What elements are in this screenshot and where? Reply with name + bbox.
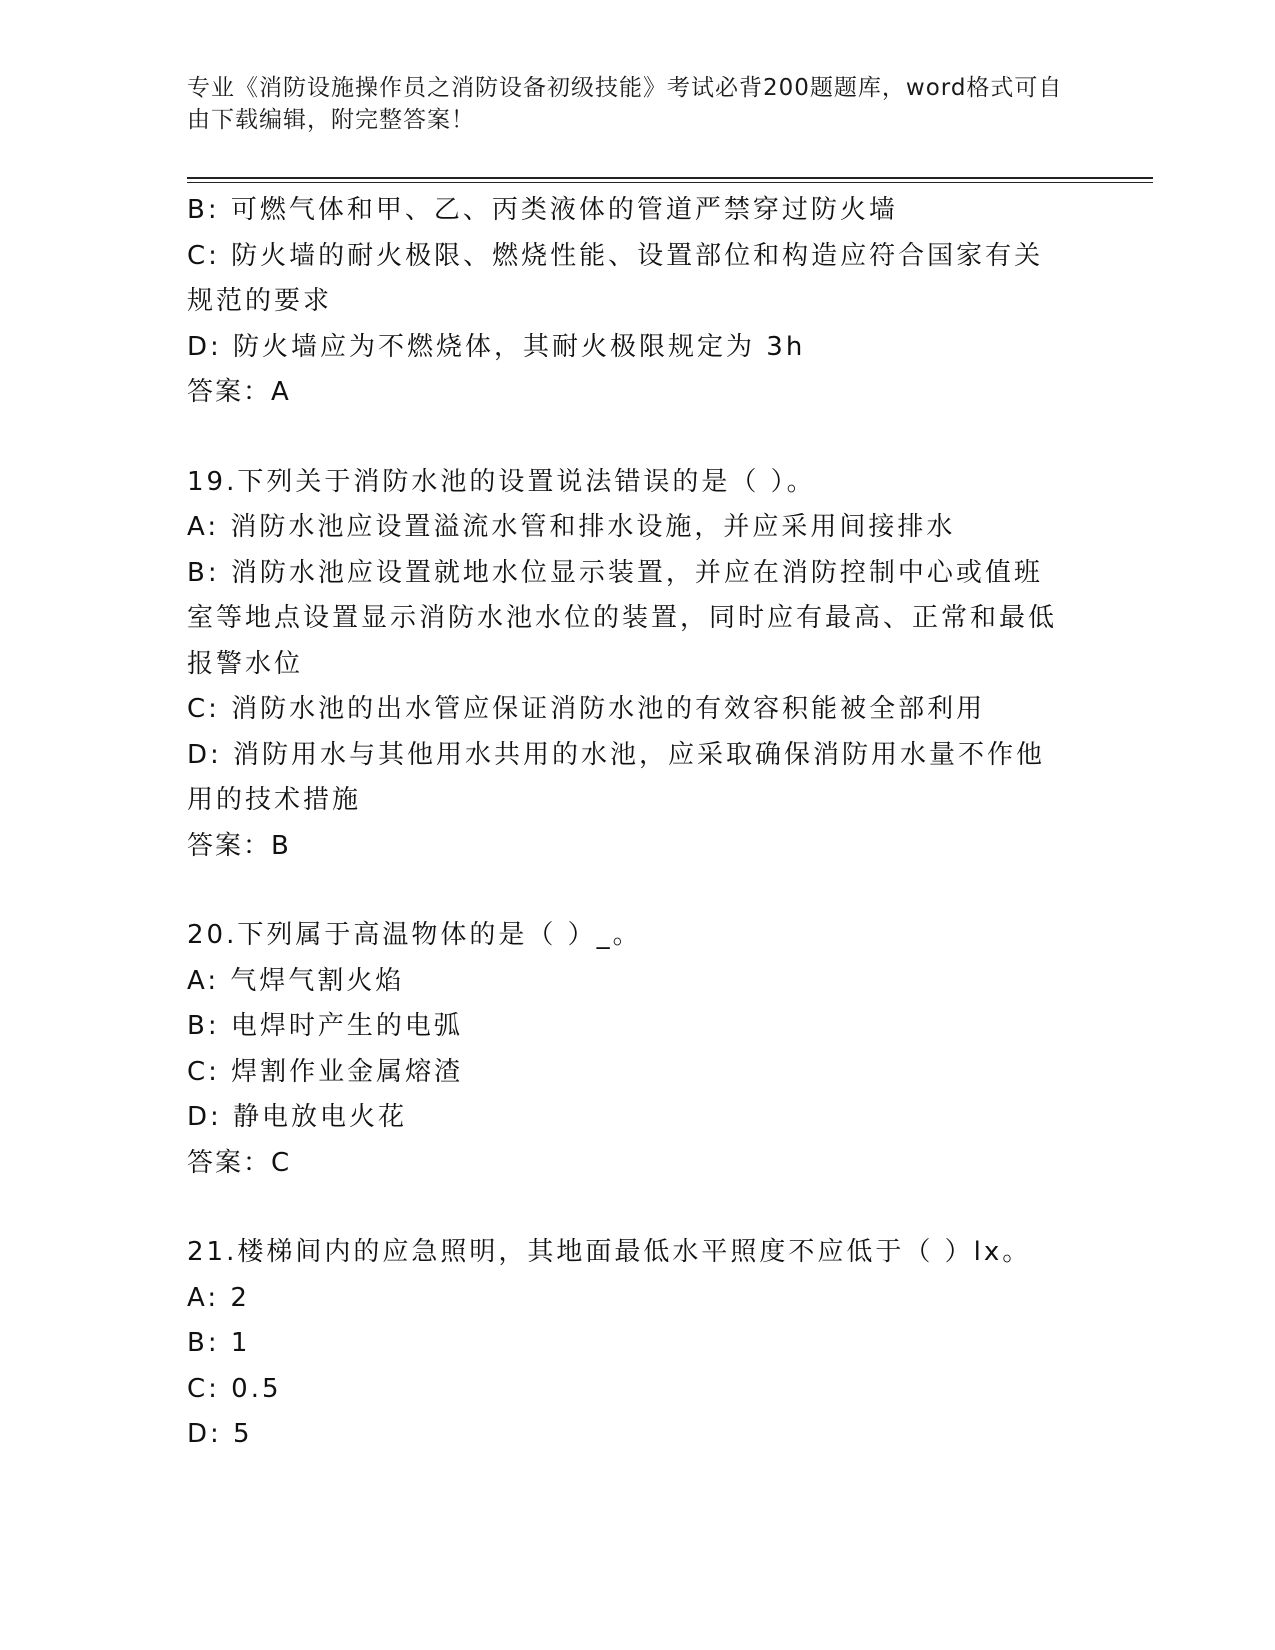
option-a: A: 2 [187, 1282, 250, 1313]
answer-label: 答案：C [187, 1147, 292, 1178]
question-text: 21.楼梯间内的应急照明，其地面最低水平照度不应低于（ ）lx。 [187, 1237, 1032, 1267]
header-rule-thin [187, 182, 1153, 183]
answer-label: 答案：B [187, 830, 291, 861]
option-d: D: 防火墙应为不燃烧体，其耐火极限规定为 3h [187, 331, 806, 362]
option-c: C: 防火墙的耐火极限、燃烧性能、设置部位和构造应符合国家有关规范的要求 [187, 240, 1044, 316]
option-b: B: 可燃气体和甲、乙、丙类液体的管道严禁穿过防火墙 [187, 195, 898, 225]
question-text: 19.下列关于消防水池的设置说法错误的是（ ）。 [187, 466, 816, 497]
option-a: A: 消防水池应设置溢流水管和排水设施，并应采用间接排水 [187, 512, 956, 542]
option-b: B: 消防水池应设置就地水位显示装置，并应在消防控制中心或值班室等地点设置显示消防水池水位的装置，同时应有最高、正常和最低报警水位 [187, 557, 1058, 679]
question-block-20 [187, 913, 1067, 1186]
spacer [187, 416, 1067, 460]
option-d: D: 消防用水与其他用水共用的水池，应采取确保消防用水量不作他用的技术措施 [187, 739, 1046, 815]
option-d: D: 5 [187, 1419, 253, 1449]
option-c: C: 焊割作业金属熔渣 [187, 1056, 464, 1087]
document-header: 专业《消防设施操作员之消防设备初级技能》考试必背200题题库，word格式可自由下载编辑，附完整答案！ [187, 75, 1063, 133]
spacer [187, 869, 1067, 913]
answer-label: 答案：A [187, 377, 291, 407]
option-c: C: 0.5 [187, 1373, 282, 1404]
option-a: A: 气焊气割火焰 [187, 965, 405, 996]
option-b: B: 1 [187, 1328, 251, 1358]
question-block-21 [187, 1230, 1067, 1458]
question-block-19 [187, 460, 1067, 870]
question-block-18 [187, 188, 1067, 416]
question-text: 20.下列属于高温物体的是（ ）_。 [187, 920, 642, 950]
spacer [187, 1186, 1067, 1230]
header-rule-thick [187, 177, 1153, 179]
document-body [187, 188, 1067, 1458]
option-d: D: 静电放电火花 [187, 1102, 408, 1132]
option-c: C: 消防水池的出水管应保证消防水池的有效容积能被全部利用 [187, 694, 986, 724]
option-b: B: 电焊时产生的电弧 [187, 1011, 463, 1041]
